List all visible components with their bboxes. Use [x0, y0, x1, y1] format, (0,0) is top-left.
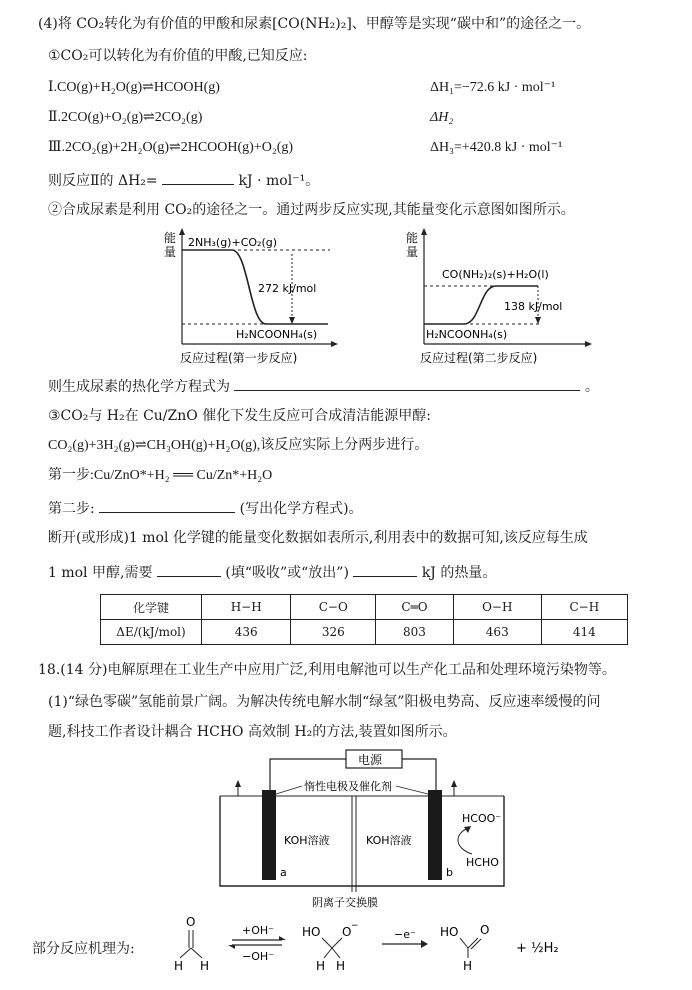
svg-text:H: H: [336, 959, 346, 973]
diagram-2-ylabel-bottom: 量: [406, 245, 419, 259]
reaction-1-enthalpy: ΔH₁=−72.6 kJ · mol⁻¹: [430, 80, 556, 95]
answer-blank-absorb[interactable]: [157, 560, 221, 577]
step-1-equation: 第一步:Cu/ZnO*+H₂ ══ Cu/Zn*+H₂O: [48, 468, 273, 483]
table-cell: 414: [541, 620, 627, 645]
table-row: [101, 620, 628, 645]
svg-text:O: O: [186, 915, 196, 929]
svg-text:HO: HO: [302, 925, 321, 939]
question-unit: kJ · mol⁻¹。: [238, 173, 320, 189]
diagram-2-caption: 反应过程(第二步反应): [420, 351, 538, 365]
answer-blank[interactable]: [234, 374, 580, 391]
question-4-intro: (4)将 CO₂转化为有价值的甲酸和尿素[CO(NH₂)₂]、甲醇等是实现“碳中和”的途径之一。: [38, 16, 591, 32]
electrode-a: [262, 790, 276, 880]
part-2-question: [48, 374, 599, 397]
diagram-2-ylabel-top: 能: [406, 231, 419, 245]
hydrogen-product: + ½H₂: [516, 941, 559, 956]
diagram-2-y-arrow: [421, 228, 427, 235]
reaction-1: Ⅰ.CO(g)+H₂O(g)⇌HCOOH(g): [48, 80, 220, 95]
answer-blank[interactable]: [99, 496, 235, 513]
reaction-3: Ⅲ.2CO₂(g)+2H₂O(g)⇌2HCOOH(g)+O₂(g): [48, 140, 294, 155]
diagram-2-delta-label: 138 kJ/mol: [504, 300, 563, 313]
species-conversion-arrow: [458, 828, 472, 854]
diagram-1-ylabel-bottom: 量: [164, 245, 177, 259]
part-1-intro: ①CO₂可以转化为有价值的甲酸,已知反应:: [48, 48, 308, 64]
question-unit: kJ 的热量。: [421, 565, 497, 581]
power-supply-label: 电源: [358, 753, 383, 767]
backward-condition: −OH⁻: [242, 950, 274, 963]
question-text: 第二步:: [48, 501, 95, 517]
question-18-part-1-line-2: 题,科技工作者设计耦合 HCHO 高效制 H₂的方法,装置如图所示。: [48, 724, 457, 740]
mechanism-lead: 部分反应机理为:: [32, 941, 135, 957]
diagram-1-x-arrow: [331, 341, 338, 347]
forward-condition: +OH⁻: [242, 924, 274, 937]
reaction-2-enthalpy: ΔH₂: [430, 110, 454, 125]
electrode-b-label: b: [446, 866, 453, 879]
part-3-intro: ③CO₂与 H₂在 Cu/ZnO 催化下发生反应可合成清洁能源甲醇:: [48, 408, 431, 424]
table-cell: C═O: [376, 595, 454, 620]
part-3-equation: CO₂(g)+3H₂(g)⇌CH₃OH(g)+H₂O(g),该反应实际上分两步进行。: [48, 438, 429, 453]
svg-text:H: H: [463, 959, 473, 973]
step-2-question: [48, 496, 363, 519]
question-text: 则反应Ⅱ的 ΔH₂=: [48, 173, 158, 189]
diagram-1-y-arrow: [179, 228, 185, 235]
species-formaldehyde: HCHO: [466, 856, 499, 869]
electrolysis-cell-diagram: [210, 748, 520, 908]
question-text: 则生成尿素的热化学方程式为: [48, 379, 230, 395]
answer-blank-amount[interactable]: [353, 560, 417, 577]
diagram-1-delta-arrow: [289, 317, 295, 324]
electrode-pointer-left: [276, 786, 302, 794]
diagram-2-delta-arrow: [535, 317, 541, 324]
question-hint: (写出化学方程式)。: [239, 501, 363, 517]
part-3-text-1: 断开(或形成)1 mol 化学键的能量变化数据如表所示,利用表中的数据可知,该反应每生成: [48, 530, 588, 546]
svg-text:−: −: [351, 921, 359, 931]
reaction-3-enthalpy: ΔH₃=+420.8 kJ · mol⁻¹: [430, 140, 563, 155]
diagram-2-x-arrow: [585, 341, 592, 347]
part-1-question: [48, 168, 319, 191]
question-hint: (填“吸收”或“放出”): [225, 565, 349, 581]
electrode-b: [428, 790, 442, 880]
table-header: ΔE/(kJ/mol): [101, 620, 202, 645]
table-cell: 436: [202, 620, 291, 645]
diagram-1-top-label: 2NH₃(g)+CO₂(g): [188, 236, 278, 249]
table-cell: 803: [376, 620, 454, 645]
table-row: [101, 595, 628, 620]
svg-text:O: O: [342, 925, 352, 939]
diagram-1-ylabel-top: 能: [164, 231, 177, 245]
question-text: 1 mol 甲醇,需要: [48, 565, 153, 581]
table-cell: H−H: [202, 595, 291, 620]
svg-text:H: H: [174, 959, 184, 973]
diagram-1-delta-label: 272 kJ/mol: [258, 282, 317, 295]
membrane-label: 阴离子交换膜: [312, 896, 378, 908]
table-cell: O−H: [453, 595, 541, 620]
diagram-1-bottom-label: H₂NCOONH₄(s): [236, 328, 318, 341]
energy-diagram-step-2: [392, 226, 642, 366]
part-2-intro: ②合成尿素是利用 CO₂的途径之一。通过两步反应实现,其能量变化示意图如图所示。: [48, 202, 575, 218]
svg-text:HO: HO: [440, 925, 459, 939]
electron-loss-label: −e⁻: [394, 928, 416, 941]
right-solution-label: KOH溶液: [366, 834, 412, 847]
svg-text:O: O: [480, 923, 490, 937]
table-cell: C−O: [291, 595, 376, 620]
svg-text:H: H: [200, 959, 210, 973]
question-18-part-1-line-1: (1)“绿色零碳”氢能前景广阔。为解决传统电解水制“绿氢”阳极电势高、反应速率缓慢的问: [48, 694, 601, 710]
left-solution-label: KOH溶液: [284, 834, 330, 847]
electrode-a-label: a: [280, 866, 287, 879]
question-end: 。: [584, 379, 599, 395]
species-formate: HCOO⁻: [462, 812, 502, 825]
diagram-2-bottom-label: H₂NCOONH₄(s): [426, 328, 508, 341]
answer-blank[interactable]: [162, 168, 234, 185]
table-cell: 463: [453, 620, 541, 645]
electrode-catalyst-label: 惰性电极及催化剂: [304, 780, 392, 793]
diagram-1-caption: 反应过程(第一步反应): [180, 351, 298, 365]
energy-diagram-step-1: [150, 226, 380, 366]
question-18: 18.(14 分)电解原理在工业生产中应用广泛,利用电解池可以生产化工品和处理环境污染物等。: [38, 662, 616, 678]
gas-outlet-right-arrow: [451, 780, 457, 787]
svg-text:H: H: [316, 959, 326, 973]
electrode-pointer-right: [396, 786, 428, 794]
diagram-2-top-label: CO(NH₂)₂(s)+H₂O(l): [442, 268, 549, 281]
formic-acid-structure: [440, 923, 489, 973]
table-cell: 326: [291, 620, 376, 645]
reaction-2: Ⅱ.2CO(g)+O₂(g)⇌2CO₂(g): [48, 110, 203, 125]
formaldehyde-structure: [174, 915, 209, 973]
bond-energy-table: [100, 594, 628, 645]
part-3-text-2: [48, 560, 496, 583]
mechanism-scheme: [170, 912, 610, 978]
gas-outlet-left-arrow: [235, 780, 241, 787]
table-header: 化学键: [101, 595, 202, 620]
table-cell: C−H: [541, 595, 627, 620]
intermediate-structure: [302, 921, 359, 973]
